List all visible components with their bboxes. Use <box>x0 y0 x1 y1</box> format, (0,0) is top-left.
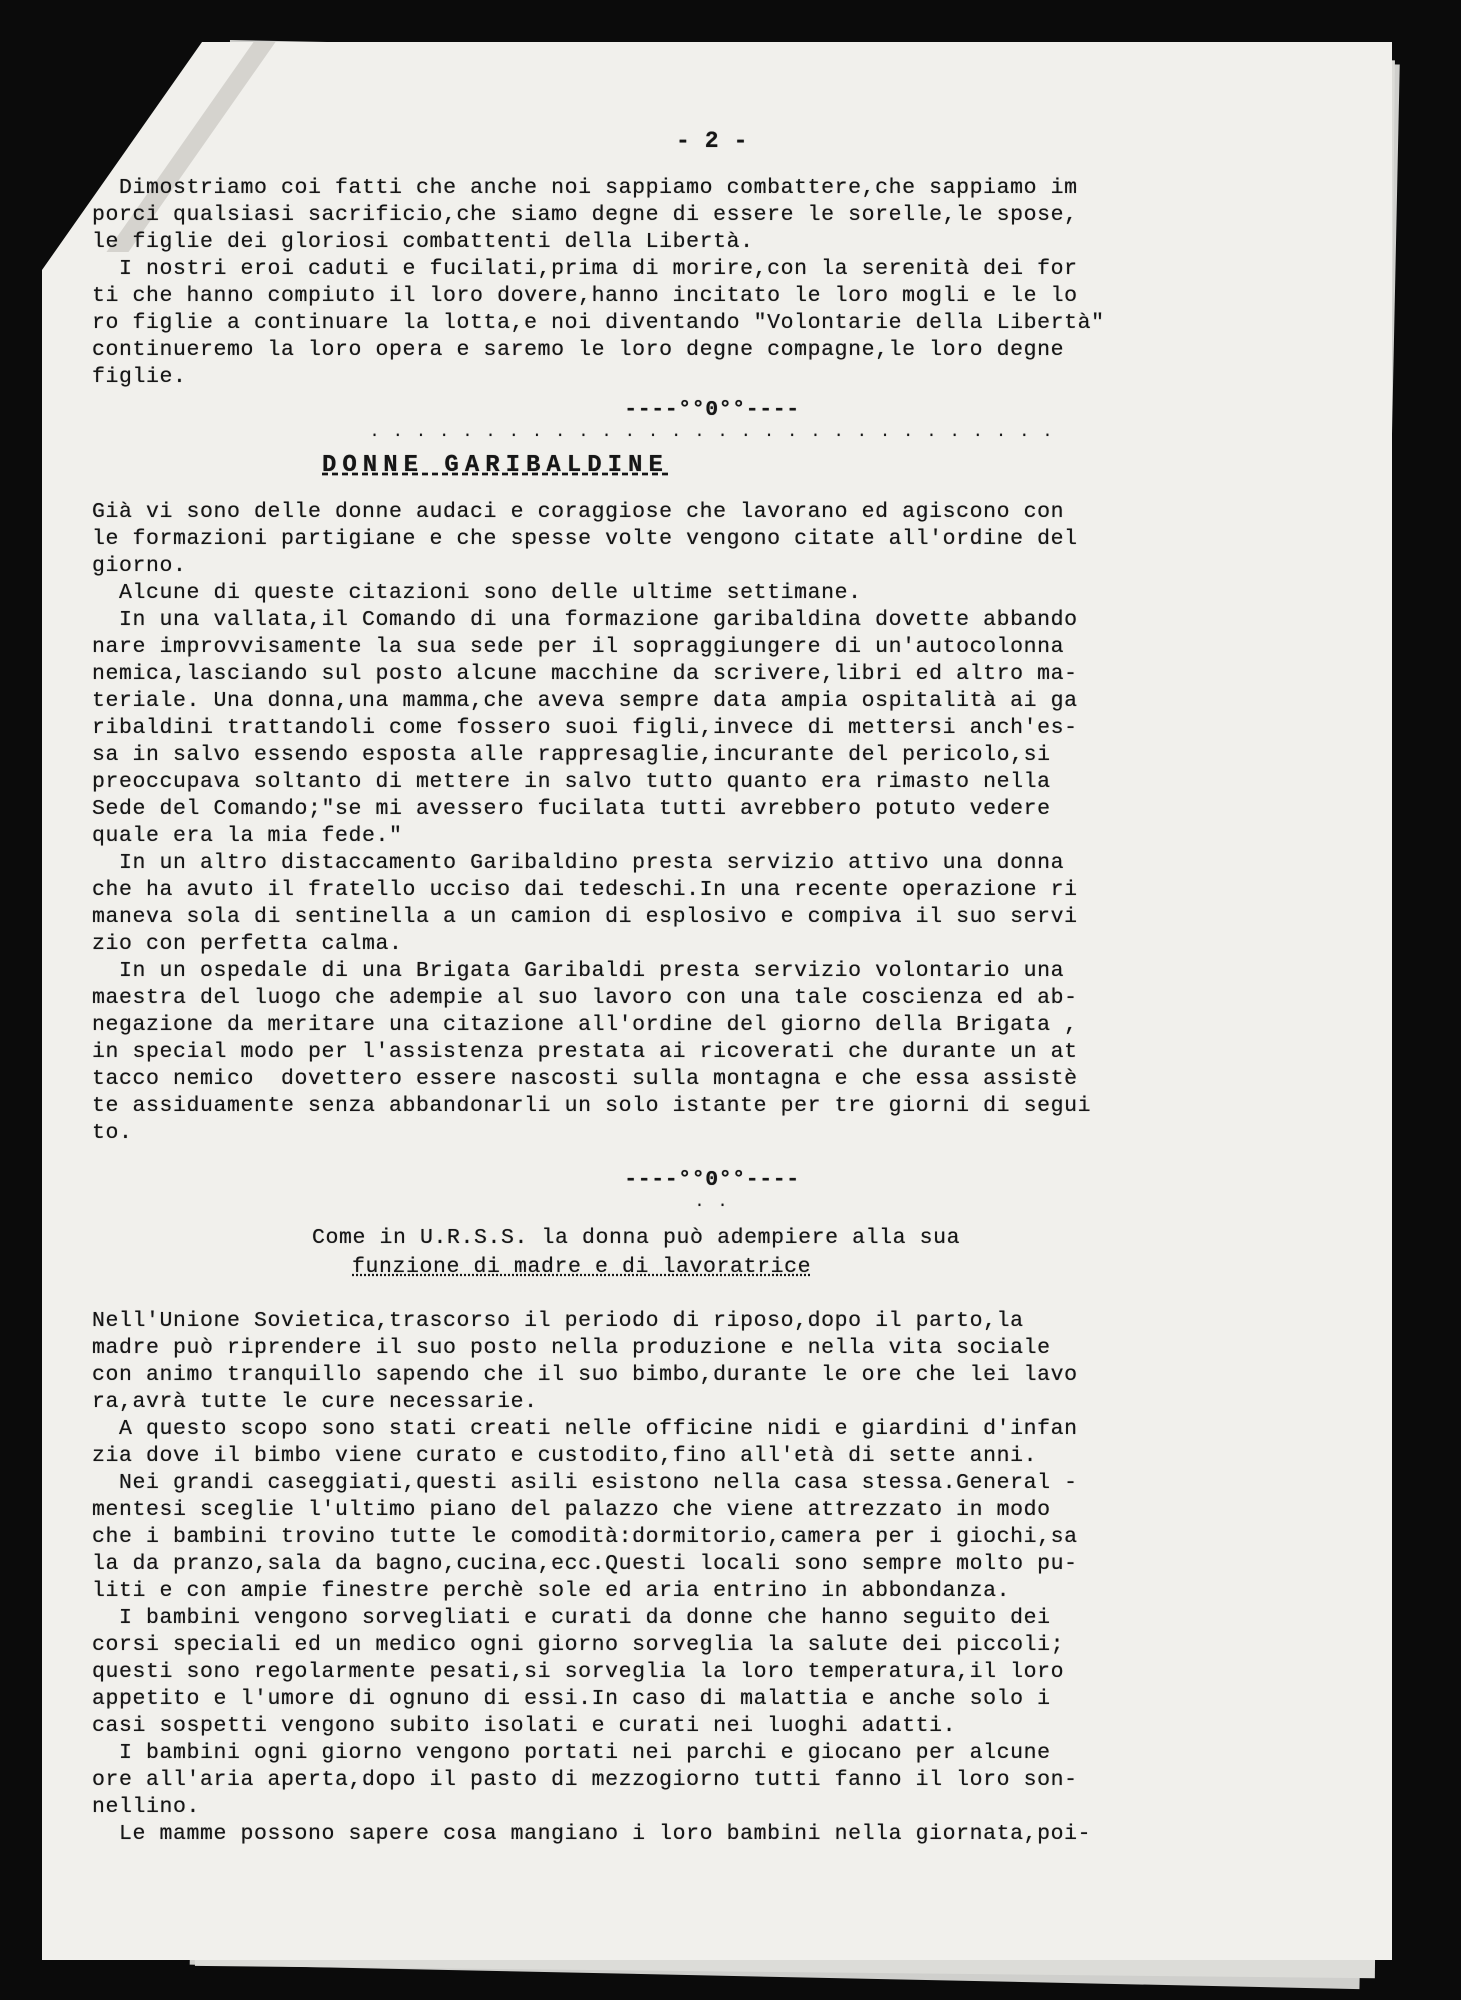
paragraph: Le mamme possono sapere cosa mangiano i loro bambini nella giornata,poi- <box>92 1822 1092 1846</box>
paragraph: I bambini ogni giorno vengono portati nei parchi e giocano per alcune ore all'aria aperta,dopo il pasto di mezzogiorno tutti fanno il loro son- nellino. <box>92 1741 1078 1819</box>
paragraph: A questo scopo sono stati creati nelle officine nidi e giardini d'infan zia dove il bimbo viene curato e custodito,fino all'età di sette anni. <box>92 1417 1078 1468</box>
separator: ----°°0°°---- <box>624 1168 800 1192</box>
paragraph: Alcune di queste citazioni sono delle ultime settimane. <box>92 581 862 605</box>
paragraph: In un altro distaccamento Garibaldino presta servizio attivo una donna che ha avuto il fratello ucciso dai tedeschi.In una recente operazione ri maneva sola di sentinella a un camion di esplosivo e compiva il suo servi zio con perfetta calma. <box>92 851 1078 956</box>
separator: ----°°0°°---- <box>624 398 800 422</box>
section-title <box>312 1224 1332 1282</box>
section-title-line: funzione di madre e di lavoratrice <box>352 1255 812 1279</box>
paragraph: In un ospedale di una Brigata Garibaldi presta servizio volontario una maestra del luogo che adempie al suo lavoro con una tale coscienza ed ab- negazione da meritare una citazione all'ordine del giorno della Brigata , in special modo per l'assistenza prestata ai ricoverati che durante un at tacco nemico dovettero essere nascosti sulla montagna e che essa assistè te assiduamente senza abbandonarli un solo istante per tre giorni di segui to. <box>92 959 1092 1145</box>
section-title-line: Come in U.R.S.S. la donna può adempiere alla sua <box>312 1226 961 1250</box>
paragraph: I nostri eroi caduti e fucilati,prima di morire,con la serenità dei for ti che hanno compiuto il loro dovere,hanno incitato le loro mogli e le lo ro figlie a continuare la lotta,e noi diventando "Volontarie della Libertà" continueremo la loro opera e saremo le loro degne compagne,le loro degne figlie. <box>92 257 1105 389</box>
paragraph: Nell'Unione Sovietica,trascorso il periodo di riposo,dopo il parto,la madre può riprendere il suo posto nella produzione e nella vita sociale con animo tranquillo sapendo che il suo bimbo,durante le ore che lei lavo ra,avrà tutte le cure necessarie. <box>92 1309 1078 1414</box>
paragraph: Dimostriamo coi fatti che anche noi sappiamo combattere,che sappiamo im porci qualsiasi sacrificio,che siamo degne di essere le sorelle,le spose, le figlie dei gloriosi combattenti della Libertà. <box>92 176 1078 254</box>
page-number: - 2 - <box>675 128 748 154</box>
dotted-rule: · · <box>694 1196 730 1214</box>
paragraph: Nei grandi caseggiati,questi asili esistono nella casa stessa.General - mentesi sceglie l'ultimo piano del palazzo che viene attrezzato in modo che i bambini trovino tutte le comodità:dormitorio,camera per i giochi,sa la da pranzo,sala da bagno,cucina,ecc.Questi locali sono sempre molto pu- liti e con ampie finestre perchè sole ed aria entrino in abbondanza. <box>92 1471 1078 1603</box>
paragraph: In una vallata,il Comando di una formazione garibaldina dovette abbando nare improvvisamente la sua sede per il sopraggiungere di un'autocolonna nemica,lasciando sul posto alcune macchine da scrivere,libri ed altro ma- teriale. Una donna,una mamma,che aveva sempre data ampia ospitalità ai ga ribaldini trattandoli come fossero suoi figli,invece di mettersi anch'es- sa in salvo essendo esposta alle rappresaglie,incurante del pericolo,si preoccupava soltanto di mettere in salvo tutto quanto era rimasto nella Sede del Comando;"se mi avessero fucilata tutti avrebbero potuto vedere quale era la mia fede." <box>92 608 1078 848</box>
paragraph: Già vi sono delle donne audaci e coraggiose che lavorano ed agiscono con le formazioni partigiane e che spesse volte vengono citate all'ordine del giorno. <box>92 500 1078 578</box>
section-title: DONNE GARIBALDINE <box>322 452 669 479</box>
dotted-rule: · · · · · · · · · · · · · · · · · · · · · · · · · · · · · · <box>369 426 1055 444</box>
document-body <box>92 128 1332 1848</box>
paragraph: I bambini vengono sorvegliati e curati da donne che hanno seguito dei corsi speciali ed un medico ogni giorno sorveglia la salute dei piccoli; questi sono regolarmente pesati,si sorveglia la loro temperatura,il loro appetito e l'umore di ognuno di essi.In caso di malattia e anche solo i casi sospetti vengono subito isolati e curati nei luoghi adatti. <box>92 1606 1065 1738</box>
